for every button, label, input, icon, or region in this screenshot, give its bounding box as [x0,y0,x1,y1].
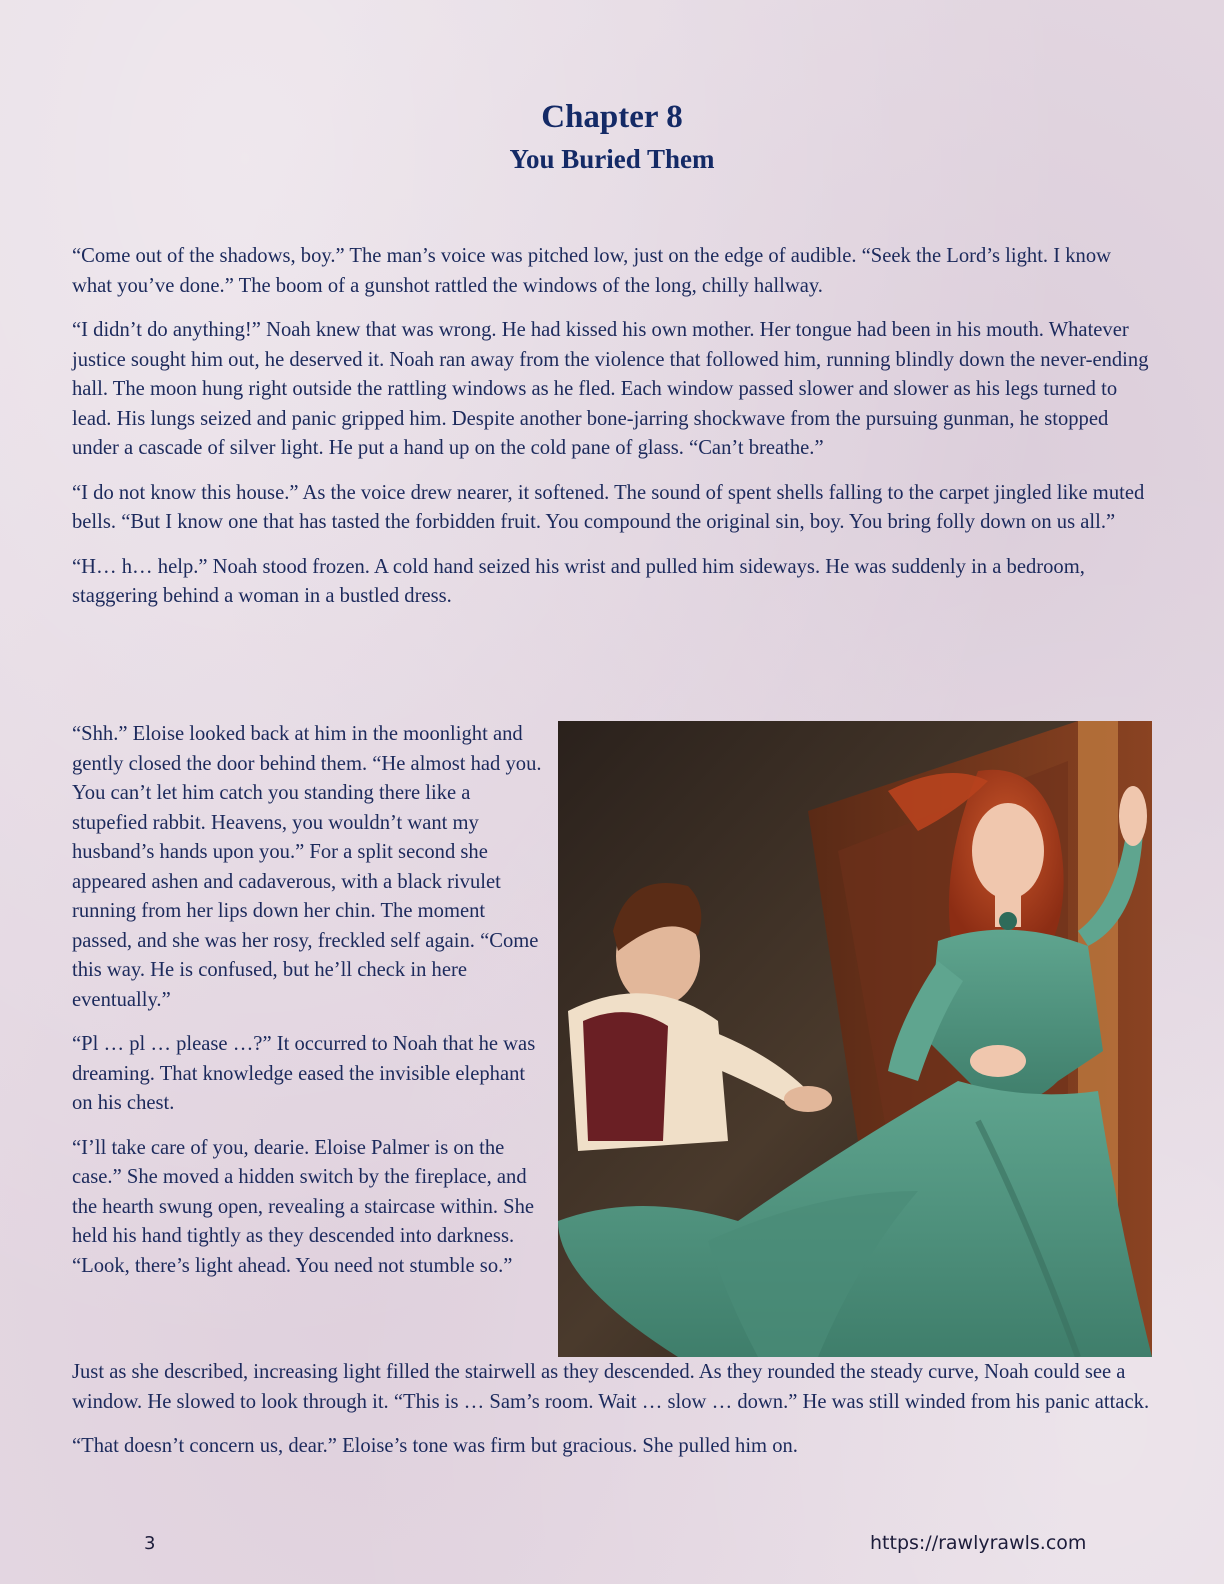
top-text-block [72,242,1152,627]
footer-url[interactable]: https://rawlyrawls.com [870,1532,1087,1554]
chapter-title: Chapter 8 [541,99,683,135]
paragraph: “Pl … pl … please …?” It occurred to Noah that he was dreaming. That knowledge eased the invisible elephant on his chest. [72,1033,536,1114]
paragraph: “I didn’t do anything!” Noah knew that was wrong. He had kissed his own mother. Her tongue had been in his mouth. Whatever justice sought him out, he deserved it. Noah ran away from the violence that followed him, running blindly down the never-ending hall. The moon hung right outside the rattling windows as he fled. Each window passed slower and slower as his legs turned to lead. His lungs seized and panic gripped him. Despite another bone-jarring shockwave from the pursuing gunman, he stopped under a cascade of silver light. He put a hand up on the cold pane of glass. “Can’t breathe.” [72,319,1149,459]
story-illustration [558,721,1152,1357]
page-number: 3 [144,1533,156,1554]
paragraph: “I’ll take care of you, dearie. Eloise Palmer is on the case.” She moved a hidden switch by the fireplace, and the hearth swung open, revealing a staircase within. She held his hand tightly as they descended into darkness. “Look, there’s light ahead. You need not stumble so.” [72,1136,535,1277]
bottom-text-block [72,1358,1152,1477]
paragraph: Just as she described, increasing light filled the stairwell as they descended. As they rounded the steady curve, Noah could see a window. He slowed to look through it. “This is … Sam’s room. Wait … slow … down.” He was still winded from his panic attack. [72,1361,1150,1413]
chapter-heading [0,96,1224,176]
paragraph: “That doesn’t concern us, dear.” Eloise’s tone was firm but gracious. She pulled him on. [72,1435,798,1457]
paragraph: “Come out of the shadows, boy.” The man’s voice was pitched low, just on the edge of audible. “Seek the Lord’s light. I know what you’ve done.” The boom of a gunshot rattled the windows of the long, chilly hallway. [72,245,1111,297]
paragraph: “Shh.” Eloise looked back at him in the moonlight and gently closed the door behind them. “He almost had you. You can’t let him catch you standing there like a stupefied rabbit. Heavens, you wouldn’t want my husband’s hands upon you.” For a split second she appeared ashen and cadaverous, with a black rivulet running from her lips down her chin. The moment passed, and she was her rosy, freckled self again. “Come this way. He is confused, but he’ll check in here eventually.” [72,723,542,1011]
paragraph: “H… h… help.” Noah stood frozen. A cold hand seized his wrist and pulled him sideways. He was suddenly in a bedroom, staggering behind a woman in a bustled dress. [72,555,1085,607]
side-text-block [72,720,542,1296]
chapter-subtitle: You Buried Them [509,144,715,174]
paragraph: “I do not know this house.” As the voice drew nearer, it softened. The sound of spent shells falling to the carpet jingled like muted bells. “But I know one that has tasted the forbidden fruit. You compound the original sin, boy. You bring folly down on us all.” [72,481,1145,533]
